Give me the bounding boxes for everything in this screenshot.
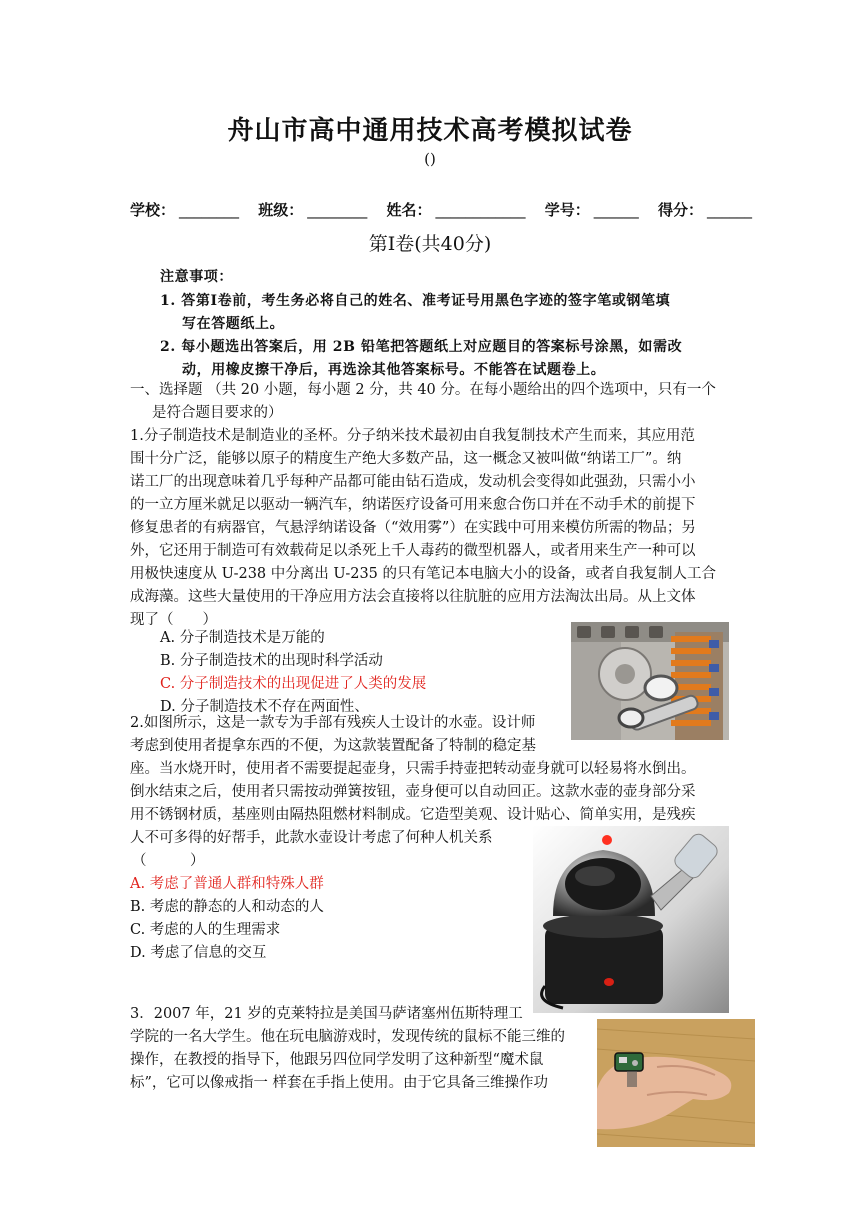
- q3-line: 操作，在教授的指导下，他跟另四位同学发明了这种新型“魔术鼠: [130, 1052, 544, 1068]
- q2-line: 用不锈钢材质，基座则由隔热阻燃材料制成。它造型美观、设计贴心、简单实用，是残疾: [130, 807, 696, 823]
- q1-option-a[interactable]: A. 分子制造技术是万能的: [160, 630, 325, 646]
- q3-line: 标”，它可以像戒指一 样套在手指上使用。由于它具备三维操作功: [130, 1075, 549, 1091]
- name-label: 姓名：: [386, 201, 432, 219]
- q1-line: 的一立方厘米就足以驱动一辆汽车，纳诺医疗设备可用来愈合伤口并在不动手术的前提下: [130, 497, 696, 513]
- exam-title: 舟山市高中通用技术高考模拟试卷: [227, 116, 633, 146]
- student-info-row: [130, 199, 752, 220]
- q1-line: 1.分子制造技术是制造业的圣杯。分子纳米技术最初由自我复制技术产生而来，其应用范: [130, 428, 695, 444]
- q1-option-c-correct[interactable]: C. 分子制造技术的出现促进了人类的发展: [160, 676, 427, 692]
- q3-line: 学院的一名大学生。他在玩电脑游戏时，发现传统的鼠标不能三维的: [130, 1029, 565, 1045]
- q1-line: 围十分广泛，能够以原子的精度生产绝大多数产品，这一概念又被叫做“纳诺工厂”。纳: [130, 451, 682, 467]
- score-label: 得分：: [658, 201, 704, 219]
- q1-line: 修复患者的有病器官，气悬浮纳诺设备（“效用雾”）在实践中可用来模仿所需的物品；另: [130, 520, 696, 536]
- q1-line: 诺工厂的出现意味着几乎每种产品都可能由钻石造成，发动机会变得如此强劲，只需小小: [130, 474, 696, 490]
- kettle-image: [533, 826, 729, 1013]
- molecular-machine-image: [571, 622, 729, 740]
- q2-answer-blank: （ ）: [132, 853, 205, 869]
- exam-subtitle: (): [424, 150, 436, 168]
- q1-line: 现了（ ）: [130, 612, 217, 628]
- q2-line: 倒水结束之后，使用者只需按动弹簧按钮，壶身便可以自动回正。这款水壶的壶身部分采: [130, 784, 696, 800]
- notice-heading: 注意事项：: [160, 269, 233, 285]
- q1-option-b[interactable]: B. 分子制造技术的出现时科学活动: [160, 653, 383, 669]
- class-blank[interactable]: ________: [307, 201, 368, 219]
- school-label: 学校：: [130, 201, 176, 219]
- q2-option-b[interactable]: B. 考虑的静态的人和动态的人: [130, 899, 324, 915]
- school-blank[interactable]: ________: [179, 201, 240, 219]
- q1-option-d[interactable]: D. 分子制造技术不存在两面性、: [160, 699, 369, 715]
- student-id-label: 学号：: [544, 201, 590, 219]
- q2-line: 2.如图所示，这是一款专为手部有残疾人士设计的水壶。设计师: [130, 715, 536, 731]
- q1-line: 用极快速度从 U-238 中分离出 U-235 的只有笔记本电脑大小的设备，或者自我复制人工合: [130, 566, 717, 582]
- part1-heading-cont: 是符合题目要求的）: [152, 405, 283, 421]
- q2-line: 座。当水烧开时，使用者不需要提起壶身，只需手持壶把转动壶身就可以轻易将水倒出。: [130, 761, 696, 777]
- name-blank[interactable]: ____________: [435, 201, 526, 219]
- score-blank[interactable]: ______: [707, 201, 753, 219]
- q3-line: 3．2007 年，21 岁的克莱特拉是美国马萨诸塞州伍斯特理工: [130, 1006, 523, 1022]
- notice-item-2-cont: 动，用橡皮擦干净后，再选涂其他答案标号。不能答在试题卷上。: [182, 362, 606, 378]
- section-title: 第Ⅰ卷(共40分): [368, 233, 492, 255]
- q2-option-c[interactable]: C. 考虑的人的生理需求: [130, 922, 281, 938]
- q2-line: 考虑到使用者提拿东西的不便，为这款装置配备了特制的稳定基: [130, 738, 536, 754]
- part1-heading: 一、选择题 （共 20 小题，每小题 2 分，共 40 分。在每小题给出的四个选项中，只有一个: [130, 382, 716, 398]
- class-label: 班级：: [258, 201, 304, 219]
- notice-item-1: 1. 答第Ⅰ卷前，考生务必将自己的姓名、准考证号用黑色字迹的签字笔或钢笔填: [160, 293, 671, 309]
- q2-line: 人不可多得的好帮手，此款水壶设计考虑了何种人机关系: [130, 830, 493, 846]
- student-id-blank[interactable]: ______: [593, 201, 639, 219]
- q1-line: 外，它还用于制造可有效载荷足以杀死上千人毒药的微型机器人，或者用来生产一种可以: [130, 543, 696, 559]
- q1-line: 成海藻。这些大量使用的干净应用方法会直接将以往肮脏的应用方法淘汰出局。从上文体: [130, 589, 696, 605]
- q2-option-d[interactable]: D. 考虑了信息的交互: [130, 945, 267, 961]
- notice-item-2: 2. 每小题选出答案后，用 2B 铅笔把答题纸上对应题目的答案标号涂黑，如需改: [160, 339, 683, 355]
- ring-mouse-image: [597, 1019, 755, 1147]
- notice-item-1-cont: 写在答题纸上。: [182, 316, 285, 332]
- q2-option-a-correct[interactable]: A. 考虑了普通人群和特殊人群: [130, 876, 324, 892]
